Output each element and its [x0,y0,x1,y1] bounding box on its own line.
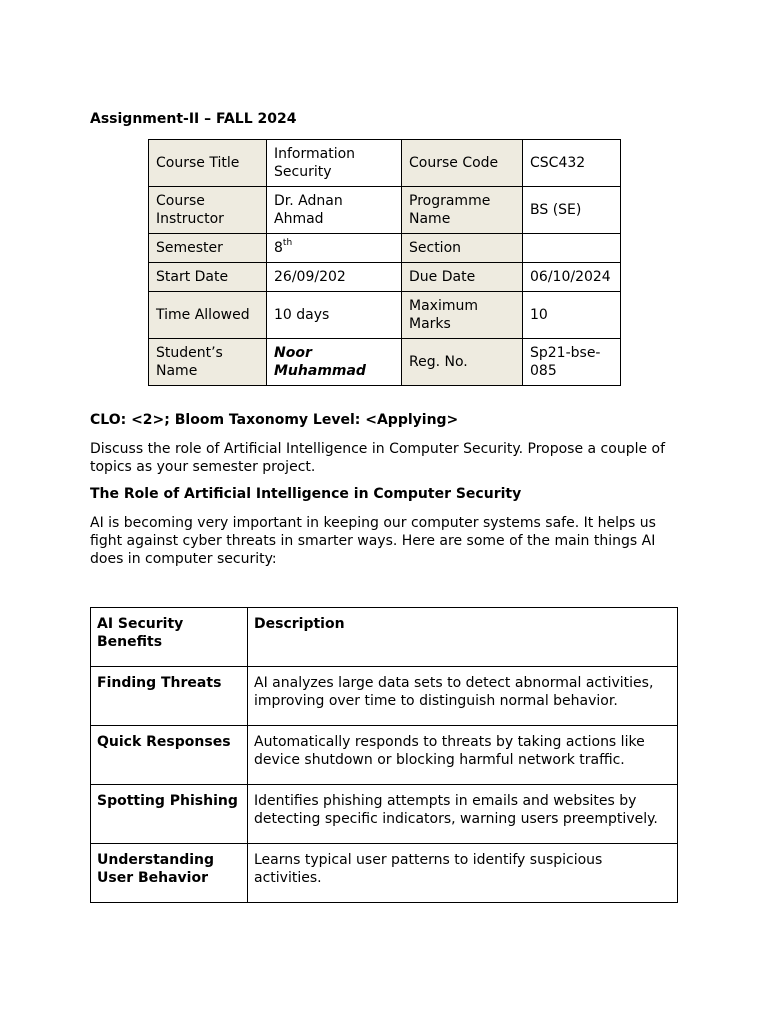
section-value [523,234,621,263]
semester-superscript: th [282,238,293,248]
benefit-name: Understanding User Behavior [91,844,248,903]
due-date-value: 06/10/2024 [523,263,621,292]
course-title-label: Course Title [149,140,267,187]
benefit-name: Quick Responses [91,726,248,785]
benefit-name: Spotting Phishing [91,785,248,844]
header-benefits: AI Security Benefits [91,608,248,667]
benefit-description: Identifies phishing attempts in emails and websites by detecting specific indicators, warning users preemptively. [248,785,678,844]
table-row [149,339,621,386]
time-allowed-value: 10 days [267,292,402,339]
benefit-description: AI analyzes large data sets to detect abnormal activities, improving over time to distinguish normal behavior. [248,667,678,726]
table-row [149,234,621,263]
benefit-name: Finding Threats [91,667,248,726]
table-row [149,187,621,234]
programme-name-label: Programme Name [402,187,523,234]
semester-label: Semester [149,234,267,263]
intro-text: AI is becoming very important in keeping our computer systems safe. It helps us fight against cyber threats in smarter ways. Here are some of the main things AI does in computer security: [90,515,656,567]
student-name-value: Noor Muhammad [267,339,402,386]
maximum-marks-value: 10 [523,292,621,339]
ai-security-benefits-table [90,607,678,903]
table-row [149,263,621,292]
course-code-value: CSC432 [523,140,621,187]
header-description: Description [248,608,678,667]
table-row [149,140,621,187]
table-row [91,667,678,726]
course-info-table [148,139,621,386]
student-name-label: Student’s Name [149,339,267,386]
reg-no-value: Sp21-bse-085 [523,339,621,386]
time-allowed-label: Time Allowed [149,292,267,339]
section-heading: The Role of Artificial Intelligence in Computer Security [90,486,522,502]
clo-line: CLO: <2>; Bloom Taxonomy Level: <Applying> [90,412,459,428]
benefit-description: Learns typical user patterns to identify suspicious activities. [248,844,678,903]
benefit-description: Automatically responds to threats by taking actions like device shutdown or blocking harmful network traffic. [248,726,678,785]
table-header-row [91,608,678,667]
table-row [91,844,678,903]
task-text: Discuss the role of Artificial Intelligence in Computer Security. Propose a couple of topics as your semester project. [90,441,666,475]
course-instructor-value: Dr. Adnan Ahmad [267,187,402,234]
course-instructor-label: Course Instructor [149,187,267,234]
table-row [91,726,678,785]
course-code-label: Course Code [402,140,523,187]
semester-number: 8 [274,240,283,256]
assignment-title: Assignment-II – FALL 2024 [90,111,297,127]
due-date-label: Due Date [402,263,523,292]
programme-name-value: BS (SE) [523,187,621,234]
reg-no-label: Reg. No. [402,339,523,386]
table-row [149,292,621,339]
start-date-value: 26/09/202 [267,263,402,292]
table-row [91,785,678,844]
maximum-marks-label: Maximum Marks [402,292,523,339]
section-label: Section [402,234,523,263]
semester-value [267,234,402,263]
course-title-value: Information Security [267,140,402,187]
start-date-label: Start Date [149,263,267,292]
